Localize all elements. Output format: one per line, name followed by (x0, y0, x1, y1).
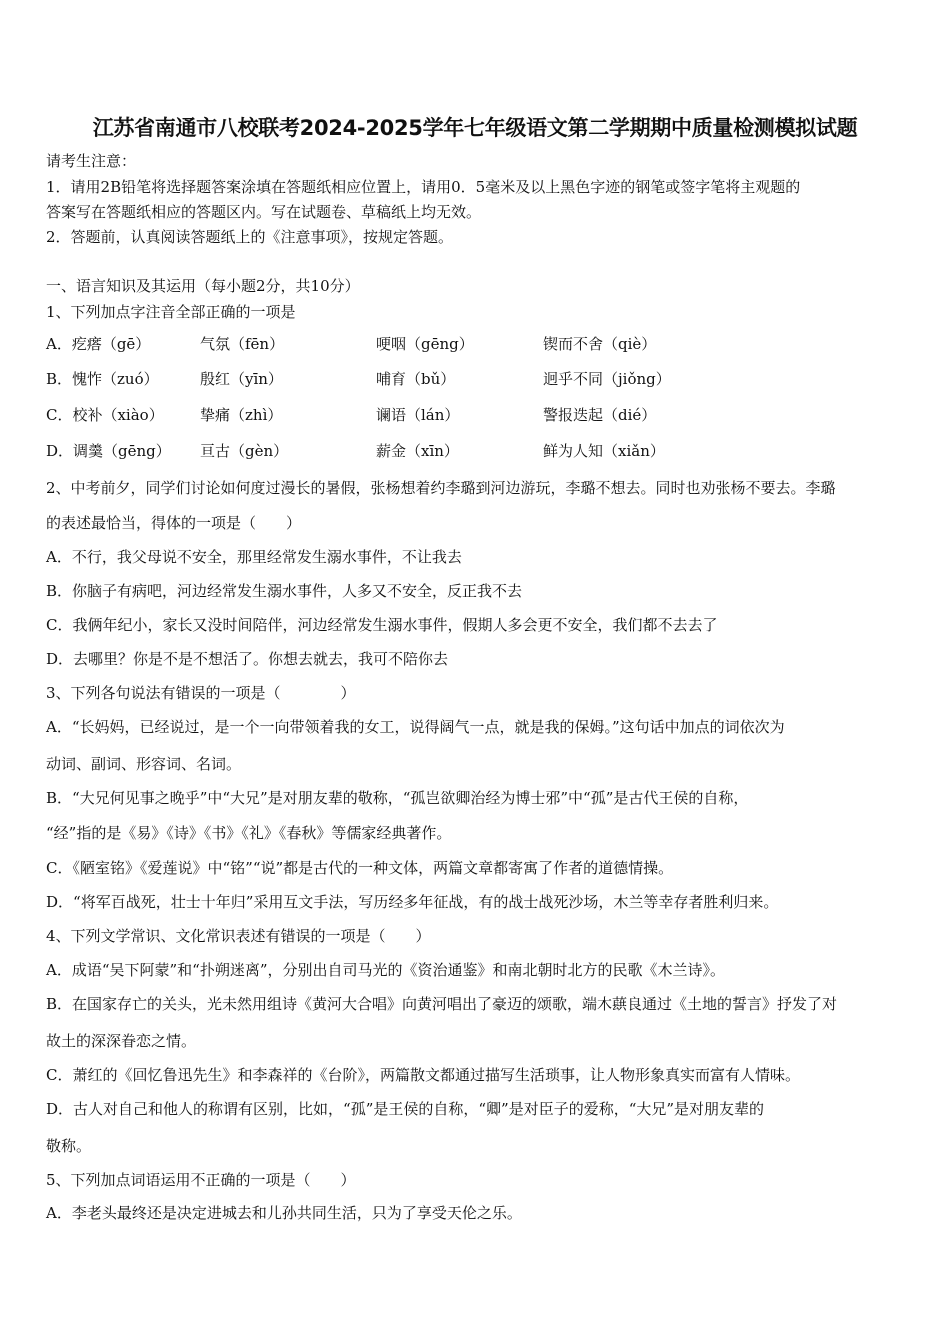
q4-stem: 4、下列文学常识、文化常识表述有错误的一项是（ ） (46, 927, 431, 945)
q4-option-b-line-2: 故土的深深眷恋之情。 (46, 1032, 197, 1050)
q1-b-item-2: 殷红（yīn） (200, 370, 283, 388)
q2-stem-line-2: 的表述最恰当，得体的一项是（ ） (46, 514, 302, 532)
q3-option-b-line-2: “经”指的是《易》《诗》《书》《礼》《春秋》等儒家经典著作。 (46, 824, 452, 842)
q1-b-item-3: 哺育（bǔ） (376, 370, 456, 388)
notice-heading: 请考生注意： (46, 152, 137, 170)
q1-d-item-2: 亘古（gèn） (200, 442, 289, 460)
notice-line-2: 答案写在答题纸相应的答题区内。写在试题卷、草稿纸上均无效。 (46, 203, 482, 221)
q4-option-b-line-1: B．在国家存亡的关头，光未然用组诗《黄河大合唱》向黄河唱出了豪迈的颂歌，端木蕻良通过《土地的誓言》抒发了对 (46, 995, 838, 1013)
q2-option-b: B．你脑子有病吧，河边经常发生溺水事件，人多又不安全，反正我不去 (46, 582, 523, 600)
q2-option-a: A．不行，我父母说不安全，那里经常发生溺水事件，不让我去 (46, 548, 462, 566)
q4-option-d-line-1: D．古人对自己和他人的称谓有区别，比如，“孤”是王侯的自称，“卿”是对臣子的爱称，“大兄”是对朋友辈的 (46, 1100, 765, 1118)
q1-d-item-4: 鲜为人知（xiǎn） (543, 442, 665, 460)
notice-line-3: 2．答题前，认真阅读答题纸上的《注意事项》，按规定答题。 (46, 228, 454, 246)
q3-option-c: C．《陋室铭》《爱莲说》中“铭”“说”都是古代的一种文体，两篇文章都寄寓了作者的道德情操。 (46, 859, 674, 877)
q1-b-item-4: 迥乎不同（jiǒng） (543, 370, 671, 388)
q4-option-c: C．萧红的《回忆鲁迅先生》和李森祥的《台阶》，两篇散文都通过描写生活琐事，让人物形象真实而富有人情味。 (46, 1066, 800, 1084)
q4-option-a: A．成语“吴下阿蒙”和“扑朔迷离”，分别出自司马光的《资治通鉴》和南北朝时北方的民歌《木兰诗》。 (46, 961, 726, 979)
q1-d-item-1: D．调羹（gēng） (46, 442, 171, 460)
section-heading: 一、语言知识及其运用（每小题2分，共10分） (46, 277, 360, 295)
q2-stem-line-1: 2、中考前夕，同学们讨论如何度过漫长的暑假，张杨想着约李璐到河边游玩，李璐不想去。同时也劝张杨不要去。李璐 (46, 479, 836, 497)
notice-line-1: 1．请用2B铅笔将选择题答案涂填在答题纸相应位置上，请用0．5毫米及以上黑色字迹的钢笔或签字笔将主观题的 (46, 178, 801, 196)
q1-stem: 1、下列加点字注音全部正确的一项是 (46, 303, 296, 321)
q2-option-d: D．去哪里？你是不是不想活了。你想去就去，我可不陪你去 (46, 650, 449, 668)
q3-option-a-line-1: A．“长妈妈，已经说过，是一个一向带领着我的女工，说得阔气一点，就是我的保姆。”这句话中加点的词依次为 (46, 718, 785, 736)
q5-option-a: A．李老头最终还是决定进城去和儿孙共同生活，只为了享受天伦之乐。 (46, 1204, 522, 1222)
q1-c-item-1: C．校补（xiào） (46, 406, 164, 424)
q3-option-d: D．“将军百战死，壮士十年归”采用互文手法，写历经多年征战，有的战士战死沙场，木兰等幸存者胜利归来。 (46, 893, 779, 911)
q1-c-item-3: 谰语（lán） (376, 406, 460, 424)
q5-stem: 5、下列加点词语运用不正确的一项是（ ） (46, 1171, 356, 1189)
q4-option-d-line-2: 敬称。 (46, 1137, 92, 1155)
q1-b-item-1: B．愧怍（zuó） (46, 370, 159, 388)
q1-d-item-3: 薪金（xīn） (376, 442, 459, 460)
q3-option-b-line-1: B．“大兄何见事之晚乎”中“大兄”是对朋友辈的敬称，“孤岂欲卿治经为博士邪”中“孤”是古代王侯的自称， (46, 789, 749, 807)
page-title: 江苏省南通市八校联考2024-2025学年七年级语文第二学期期中质量检测模拟试题 (92, 116, 858, 140)
q3-option-a-line-2: 动词、副词、形容词、名词。 (46, 755, 242, 773)
q1-c-item-2: 挚痛（zhì） (200, 406, 283, 424)
q3-stem: 3、下列各句说法有错误的一项是（ ） (46, 684, 356, 702)
q1-a-item-3: 哽咽（gēng） (376, 335, 474, 353)
q1-c-item-4: 警报迭起（dié） (543, 406, 657, 424)
q1-a-item-1: A．疙瘩（gē） (46, 335, 151, 353)
q1-a-item-4: 锲而不舍（qiè） (543, 335, 657, 353)
q1-a-item-2: 气氛（fēn） (200, 335, 285, 353)
q2-option-c: C．我俩年纪小，家长又没时间陪伴，河边经常发生溺水事件，假期人多会更不安全，我们都不去去了 (46, 616, 718, 634)
